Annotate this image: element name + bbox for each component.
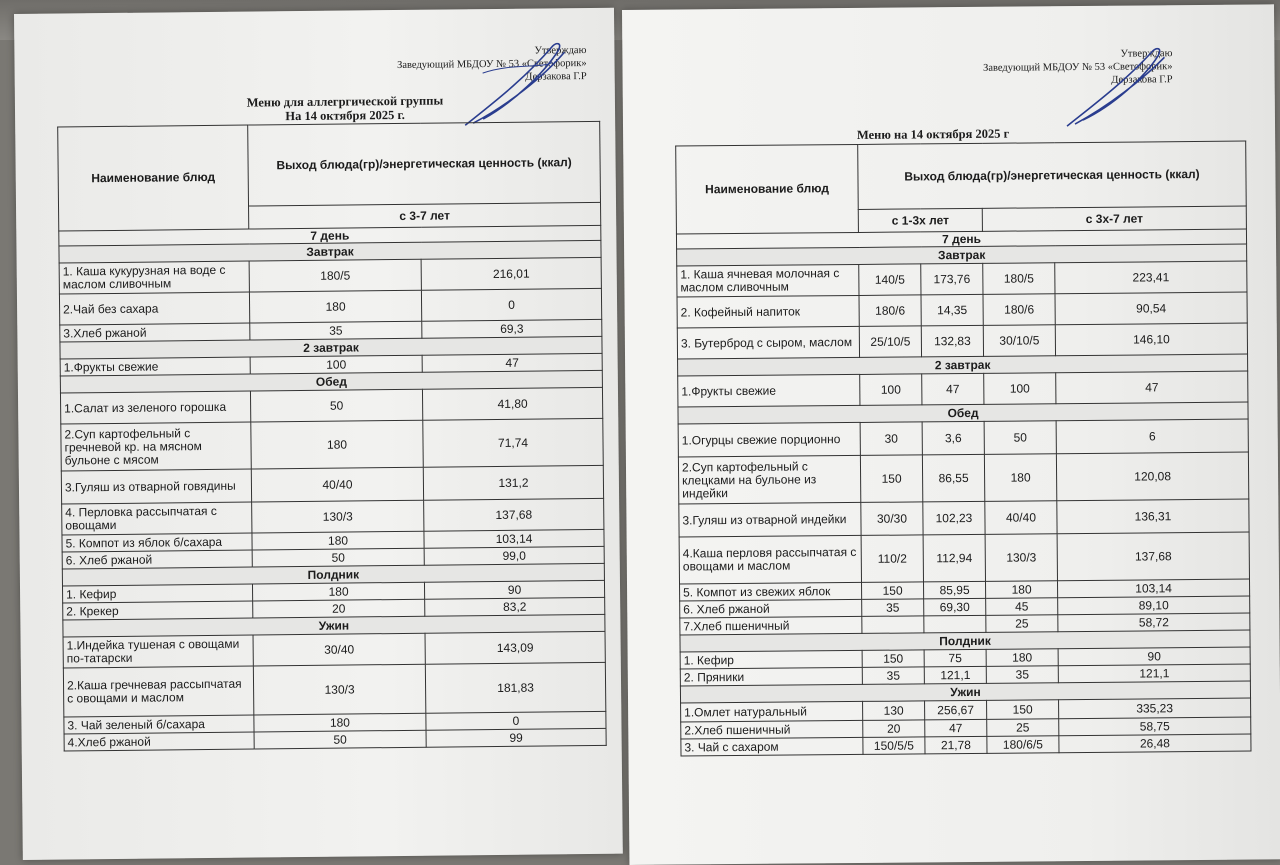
dish-kcal-3-7: 58,72 [1058,613,1250,632]
dish-kcal: 69,3 [422,319,602,338]
table-row [61,418,603,471]
dish-weight-3-7: 25 [987,719,1059,737]
dish-weight-1-3 [862,616,924,634]
table-row [681,734,1251,756]
dish-name: 6. Хлеб ржаной [62,550,252,569]
dish-name: 2.Суп картофельный с гречневой кр. на мясном бульоне с мясом [61,422,251,471]
dish-weight: 50 [250,389,422,422]
dish-weight-1-3: 140/5 [859,264,921,296]
column-header-output: Выход блюда(гр)/энергетическая ценность (ккал) [248,121,601,206]
dish-weight: 180 [252,582,424,601]
title-line: На 14 октября 2025 г. [285,107,405,124]
dish-name: 5. Компот из яблок б/сахара [62,533,252,552]
dish-kcal-1-3: 102,23 [923,501,985,535]
dish-name: 5. Компот из свежих яблок [680,582,862,601]
dish-weight-1-3: 180/6 [859,295,921,327]
dish-kcal-3-7: 137,68 [1057,532,1249,581]
dish-weight-3-7: 180 [984,454,1056,502]
section-title: Обед [60,370,602,393]
dish-kcal-1-3: 85,95 [924,581,986,599]
dish-name: 3. Бутерброд с сыром, маслом [677,326,859,359]
column-header-dish: Наименование блюд [676,144,859,234]
dish-weight-1-3: 150/5/5 [863,737,925,755]
approval-line: Заведующий МБДОУ № 53 «Светофорик» [983,61,1173,74]
dish-kcal-3-7: 47 [1056,371,1248,404]
dish-name: 2. Крекер [63,601,253,620]
dish-kcal-1-3: 173,76 [921,263,983,295]
dish-kcal-1-3: 14,35 [921,294,983,326]
dish-name: 3. Чай зеленый б/сахара [64,715,254,734]
dish-name: 2. Кофейный напиток [677,295,859,328]
dish-weight-1-3: 150 [860,455,922,503]
dish-kcal-1-3: 256,67 [925,700,987,720]
dish-kcal-3-7: 120,08 [1056,452,1248,501]
document-title: Меню на 14 октября 2025 г [856,126,1010,142]
approval-line: Утверждаю [1120,48,1173,60]
table-row [677,261,1247,297]
dish-name: 7.Хлеб пшеничный [680,616,862,635]
dish-weight: 180 [252,531,424,550]
dish-weight: 130/3 [253,664,426,715]
dish-kcal-3-7: 89,10 [1058,596,1250,615]
document-title [175,93,515,125]
dish-kcal: 83,2 [425,597,605,616]
dish-kcal-1-3: 75 [924,649,986,667]
section-title: 2 завтрак [60,336,602,359]
dish-weight-3-7: 40/40 [985,501,1057,535]
dish-weight: 180 [251,420,423,469]
dish-kcal-1-3: 69,30 [924,598,986,616]
column-header-output: Выход блюда(гр)/энергетическая ценность (ккал) [858,141,1247,209]
dish-weight: 20 [253,599,425,618]
table-row [678,452,1248,504]
dish-weight-3-7: 45 [986,598,1058,616]
dish-weight: 100 [250,355,422,374]
table-row [677,323,1247,359]
dish-weight-3-7: 180/6 [983,294,1055,326]
dish-kcal: 90 [424,580,604,599]
section-title: Полдник [680,630,1250,652]
dish-weight: 30/40 [253,633,425,666]
dish-kcal-3-7: 6 [1056,419,1248,454]
dish-name: 2.Каша гречневая рассыпчатая с овощами и маслом [63,666,254,717]
dish-weight-1-3: 30 [860,422,922,456]
document-page-allergy-menu [14,8,623,860]
dish-name: 1. Каша ячневая молочная с маслом сливочным [677,264,859,297]
dish-kcal-1-3: 47 [922,373,984,405]
dish-kcal-3-7: 121,1 [1058,664,1250,683]
dish-kcal: 99 [426,728,606,747]
dish-weight-3-7: 150 [987,700,1059,720]
dish-name: 4. Перловка рассыпчатая с овощами [62,502,252,535]
day-label: 7 день [59,225,601,246]
dish-weight: 180/5 [249,259,421,292]
dish-name: 1.Салат из зеленого горошка [60,391,250,424]
table-header-row [676,141,1247,211]
dish-kcal-1-3 [924,615,986,633]
dish-name: 2. Пряники [680,667,862,686]
menu-table [57,121,607,752]
dish-name: 1.Огурцы свежие порционно [678,422,860,457]
dish-kcal-3-7: 146,10 [1055,323,1247,356]
dish-kcal-3-7: 223,41 [1055,261,1247,294]
dish-weight-3-7: 180 [985,581,1057,599]
dish-name: 1.Фрукты свежие [60,357,250,376]
dish-weight-3-7: 180/5 [983,263,1055,295]
section-title: Ужин [680,681,1250,703]
title-line: Меню для аллегргической группы [246,93,444,110]
section-title: Завтрак [677,244,1247,266]
dish-kcal-3-7: 103,14 [1057,579,1249,598]
dish-kcal-1-3: 132,83 [921,325,983,357]
dish-name: 4.Каша перловя рассыпчатая с овощами и маслом [679,535,861,584]
dish-name: 6. Хлеб ржаной [680,599,862,618]
dish-kcal: 47 [422,353,602,372]
dish-kcal-3-7: 58,75 [1059,717,1251,736]
dish-kcal-3-7: 90,54 [1055,292,1247,325]
dish-weight-3-7: 100 [984,373,1056,405]
table-header-row [58,121,601,208]
dish-name: 3.Хлеб ржаной [60,323,250,342]
dish-weight: 50 [254,730,426,749]
dish-name: 1. Каша кукурузная на воде с маслом сливочным [59,261,249,294]
approval-line: Утверждаю [534,45,587,57]
dish-weight-1-3: 35 [862,599,924,617]
dish-kcal-3-7: 26,48 [1059,734,1251,753]
section-title: Завтрак [59,240,601,263]
column-header-age-3-7: с 3х-7 лет [982,206,1246,231]
section-title: 2 завтрак [678,354,1248,376]
document-page-general-menu [622,4,1280,865]
dish-weight-1-3: 25/10/5 [859,326,921,358]
dish-weight-1-3: 100 [860,374,922,406]
dish-weight-1-3: 150 [862,582,924,600]
dish-kcal-1-3: 3,6 [922,421,984,455]
dish-kcal-1-3: 112,94 [923,534,985,582]
approval-line: Заведующий МБДОУ № 53 «Светофорик» [397,58,587,71]
dish-weight-1-3: 130 [863,701,925,721]
dish-weight: 180 [249,290,421,323]
menu-table [675,141,1251,757]
dish-weight-3-7: 25 [986,615,1058,633]
table-row [678,371,1248,407]
dish-name: 4.Хлеб ржаной [64,732,254,751]
dish-kcal: 103,14 [424,529,604,548]
dish-kcal-1-3: 47 [925,719,987,737]
dish-kcal: 0 [426,711,606,730]
section-title: Полдник [62,563,604,586]
dish-weight-3-7: 180 [986,649,1058,667]
dish-weight-1-3: 110/2 [861,535,923,583]
day-label: 7 день [676,229,1246,249]
dish-kcal-3-7: 136,31 [1057,499,1249,534]
dish-weight: 35 [250,321,422,340]
dish-weight: 50 [252,548,424,567]
dish-kcal-1-3: 21,78 [925,736,987,754]
dish-kcal-3-7: 90 [1058,647,1250,666]
dish-name: 3. Чай с сахаром [681,737,863,756]
dish-name: 2.Хлеб пшеничный [681,720,863,739]
dish-kcal: 143,09 [425,631,605,664]
section-title: Обед [678,402,1248,424]
dish-kcal: 181,83 [425,662,606,713]
approval-line: Дерзакова Г.Р [1111,74,1173,86]
dish-kcal-3-7: 335,23 [1059,698,1251,719]
dish-weight-3-7: 30/10/5 [983,325,1055,357]
dish-name: 3.Гуляш из отварной индейки [679,502,861,537]
dish-weight-1-3: 20 [863,720,925,738]
table-row [677,292,1247,328]
dish-kcal: 131,2 [423,465,603,500]
dish-weight-1-3: 150 [862,650,924,668]
column-header-age-1-3: с 1-3х лет [858,208,982,232]
dish-weight-1-3: 30/30 [861,502,923,536]
signature-icon [1052,35,1173,136]
dish-kcal: 99,0 [424,546,604,565]
dish-weight: 180 [254,713,426,732]
dish-weight-3-7: 180/6/5 [987,736,1059,754]
dish-kcal: 71,74 [423,418,603,467]
dish-weight: 130/3 [252,500,424,533]
dish-kcal: 0 [421,288,601,321]
dish-kcal: 216,01 [421,257,601,290]
dish-weight-1-3: 35 [862,667,924,685]
dish-weight-3-7: 130/3 [985,534,1057,582]
dish-weight: 40/40 [251,467,423,502]
section-title: Ужин [63,614,605,637]
dish-name: 1.Индейка тушеная с овощами по-татарски [63,635,253,668]
dish-kcal: 41,80 [422,387,602,420]
dish-kcal: 137,68 [424,498,604,531]
dish-name: 1. Кефир [680,650,862,669]
dish-name: 2.Чай без сахара [59,292,249,325]
dish-weight-3-7: 35 [986,666,1058,684]
column-header-dish: Наименование блюд [58,125,249,231]
approval-line: Дерзакова Г.Р [525,71,587,83]
dish-kcal-1-3: 121,1 [924,666,986,684]
dish-weight-3-7: 50 [984,421,1056,455]
dish-kcal-1-3: 86,55 [922,454,984,502]
table-row [679,532,1249,584]
table-row [679,499,1249,537]
table-row [63,662,605,717]
dish-name: 1. Кефир [62,584,252,603]
dish-name: 1.Фрукты свежие [678,374,860,407]
column-header-age: с 3-7 лет [249,202,601,229]
dish-name: 3.Гуляш из отварной говядины [61,469,251,504]
dish-name: 2.Суп картофельный с клецками на бульоне из индейки [678,455,860,504]
dish-name: 1.Омлет натуральный [681,701,863,722]
table-row [678,419,1248,457]
